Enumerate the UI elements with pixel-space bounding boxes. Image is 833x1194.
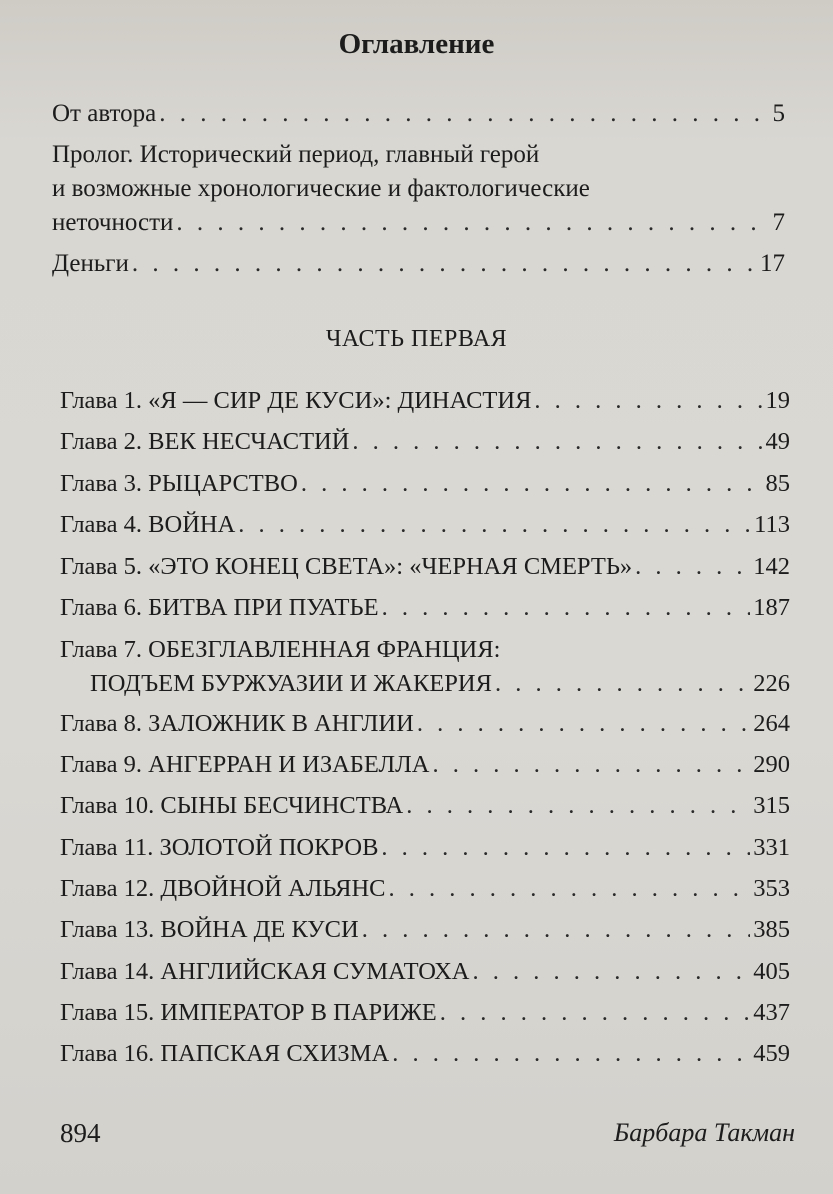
leader-dots <box>238 509 751 541</box>
leader-dots <box>159 97 769 131</box>
leader-dots <box>389 873 751 905</box>
chapter-title: Глава 12. ДВОЙНОЙ АЛЬЯНС <box>60 875 386 902</box>
part-heading: ЧАСТЬ ПЕРВАЯ <box>325 326 508 352</box>
chapter-title: Глава 8. ЗАЛОЖНИК В АНГЛИИ <box>60 710 414 737</box>
chapter-page: 315 <box>753 792 790 819</box>
chapter-title: Глава 13. ВОЙНА ДЕ КУСИ <box>60 916 359 943</box>
leader-dots <box>495 668 750 700</box>
leader-dots <box>392 1038 750 1070</box>
chapter-title: ПОДЪЕМ БУРЖУАЗИИ И ЖАКЕРИЯ <box>90 670 492 697</box>
chapter-entry <box>60 873 790 905</box>
leader-dots <box>472 956 750 988</box>
chapter-title: Глава 14. АНГЛИЙСКАЯ СУМАТОХА <box>60 958 470 985</box>
leader-dots <box>432 749 750 781</box>
leader-dots <box>352 426 762 458</box>
chapter-entry <box>60 1038 790 1070</box>
chapter-title: Глава 11. ЗОЛОТОЙ ПОКРОВ <box>60 834 379 861</box>
chapter-entry <box>60 790 790 822</box>
chapter-page: 459 <box>753 1040 790 1067</box>
chapter-page: 113 <box>754 511 790 538</box>
toc-entry <box>52 97 785 131</box>
chapter-entry <box>60 468 790 500</box>
entry-title: неточности <box>52 209 174 236</box>
leader-dots <box>381 832 750 864</box>
chapter-page: 19 <box>765 387 790 414</box>
toc-entry <box>52 138 785 240</box>
leader-dots <box>176 206 769 240</box>
chapter-title: Глава 5. «ЭТО КОНЕЦ СВЕТА»: «ЧЕРНАЯ СМЕРТЬ» <box>60 553 633 580</box>
chapter-title: Глава 16. ПАПСКАЯ СХИЗМА <box>60 1040 390 1067</box>
entry-page: 17 <box>760 250 785 277</box>
chapter-page: 142 <box>753 553 790 580</box>
entry-title: Деньги <box>52 250 129 277</box>
chapter-title: Глава 9. АНГЕРРАН И ИЗАБЕЛЛА <box>60 751 430 778</box>
entry-title-line: Пролог. Исторический период, главный герой <box>52 141 540 168</box>
chapter-page: 353 <box>753 875 790 902</box>
leader-dots <box>132 247 757 281</box>
chapter-title: Глава 1. «Я — СИР ДЕ КУСИ»: ДИНАСТИЯ <box>60 387 532 414</box>
leader-dots <box>301 468 763 500</box>
chapter-page: 331 <box>753 834 790 861</box>
chapter-page: 85 <box>765 470 790 497</box>
leader-dots <box>382 592 751 624</box>
leader-dots <box>534 385 762 417</box>
chapter-entry <box>60 749 790 781</box>
leader-dots <box>362 914 751 946</box>
chapter-entry <box>60 997 790 1029</box>
entry-page: 7 <box>772 209 785 236</box>
chapter-title: Глава 10. СЫНЫ БЕСЧИНСТВА <box>60 792 404 819</box>
chapter-title: Глава 2. ВЕК НЕСЧАСТИЙ <box>60 428 350 455</box>
page-title: Оглавление <box>338 28 495 60</box>
page-number: 894 <box>60 1118 101 1148</box>
entry-title-line: и возможные хронологические и фактологические <box>52 175 590 202</box>
chapter-entry <box>60 509 790 541</box>
leader-dots <box>417 708 750 740</box>
chapter-page: 264 <box>753 710 790 737</box>
chapter-page: 49 <box>765 428 790 455</box>
chapter-entry <box>60 914 790 946</box>
chapter-page: 290 <box>753 751 790 778</box>
entry-title: От автора <box>52 100 157 127</box>
chapter-entry <box>60 832 790 864</box>
chapter-entry <box>60 385 790 417</box>
leader-dots <box>635 551 750 583</box>
chapter-entry <box>60 426 790 458</box>
chapter-entry <box>60 592 790 624</box>
leader-dots <box>406 790 750 822</box>
chapter-entry <box>60 551 790 583</box>
chapter-page: 385 <box>753 916 790 943</box>
chapter-title: Глава 15. ИМПЕРАТОР В ПАРИЖЕ <box>60 999 437 1026</box>
chapter-page: 226 <box>753 670 790 697</box>
toc-entry <box>52 247 785 281</box>
chapter-page: 187 <box>753 594 790 621</box>
chapter-page: 437 <box>753 999 790 1026</box>
entry-page: 5 <box>772 100 785 127</box>
chapter-entry <box>60 956 790 988</box>
chapter-title: Глава 3. РЫЦАРСТВО <box>60 470 298 497</box>
chapter-entry <box>60 708 790 740</box>
chapter-page: 405 <box>753 958 790 985</box>
chapter-title: Глава 4. ВОЙНА <box>60 511 236 538</box>
chapter-title: Глава 6. БИТВА ПРИ ПУАТЬЕ <box>60 594 379 621</box>
chapter-entry <box>60 634 790 700</box>
running-footer-author: Барбара Такман <box>613 1118 795 1147</box>
chapter-title-line: Глава 7. ОБЕЗГЛАВЛЕННАЯ ФРАНЦИЯ: <box>60 636 501 663</box>
leader-dots <box>440 997 750 1029</box>
